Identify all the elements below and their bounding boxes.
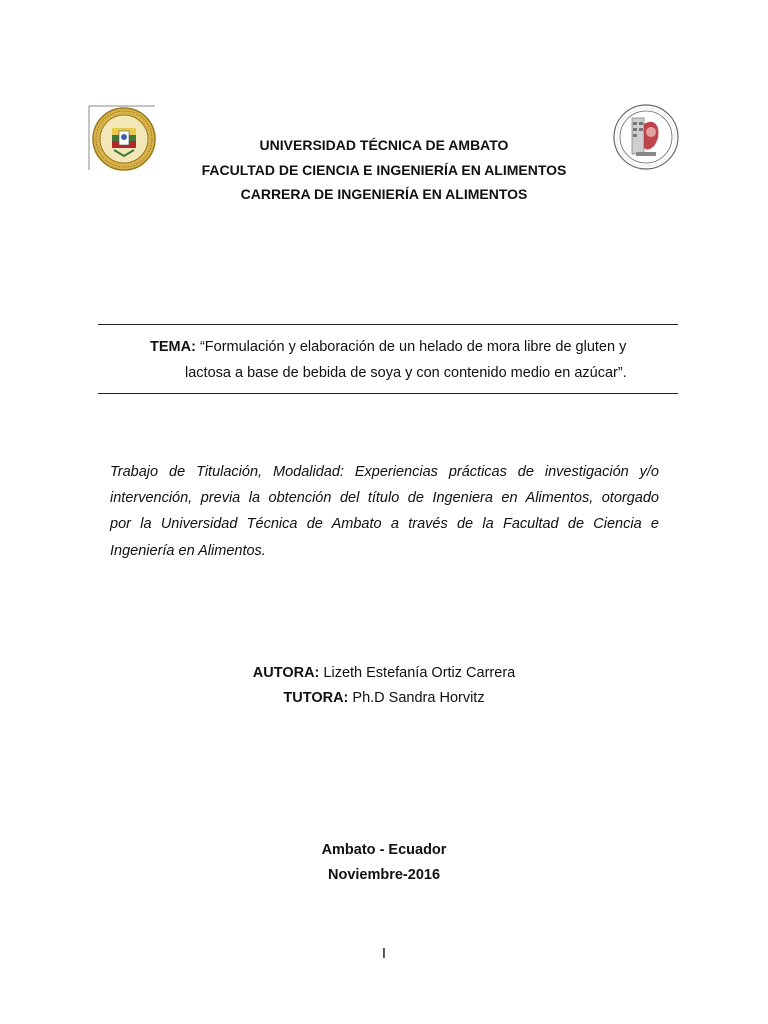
tutor-label: TUTORA:: [283, 690, 349, 706]
description-line-4: Ingeniería en Alimentos.: [110, 542, 266, 559]
tutor-name: Ph.D Sandra Horvitz: [352, 690, 485, 706]
topic-label: TEMA:: [150, 339, 196, 355]
divider-bottom: [98, 393, 678, 394]
author-label: AUTORA:: [252, 665, 320, 681]
page-number: I: [381, 945, 387, 962]
divider-top: [98, 324, 678, 325]
degree-description: [110, 459, 659, 564]
career-name: CARRERA DE INGENIERÍA EN ALIMENTOS: [240, 186, 528, 202]
institution-header: [0, 133, 768, 207]
city: Ambato - Ecuador: [321, 842, 447, 858]
thesis-topic: [150, 334, 670, 386]
tutor-line: [0, 686, 768, 711]
topic-line-1: “Formulación y elaboración de un helado de mora libre de gluten y: [199, 339, 627, 355]
description-line-1: Trabajo de Titulación, Modalidad: Experiencias prácticas de investigación y/o: [110, 464, 659, 480]
description-line-2: intervención, previa la obtención del título de Ingeniera en Alimentos, otorgado: [110, 490, 659, 507]
author-name: Lizeth Estefanía Ortiz Carrera: [323, 665, 516, 681]
place-date-block: [0, 838, 768, 888]
faculty-name: FACULTAD DE CIENCIA E INGENIERÍA EN ALIMENTOS: [201, 161, 567, 178]
authors-block: [0, 661, 768, 711]
description-line-3: por la Universidad Técnica de Ambato a través de la Facultad de Ciencia e: [110, 516, 659, 533]
university-name: UNIVERSIDAD TÉCNICA DE AMBATO: [259, 137, 509, 153]
date: Noviembre-2016: [327, 867, 441, 883]
author-line: [0, 661, 768, 686]
topic-line-2: lactosa a base de bebida de soya y con contenido medio en azúcar”.: [185, 365, 627, 381]
